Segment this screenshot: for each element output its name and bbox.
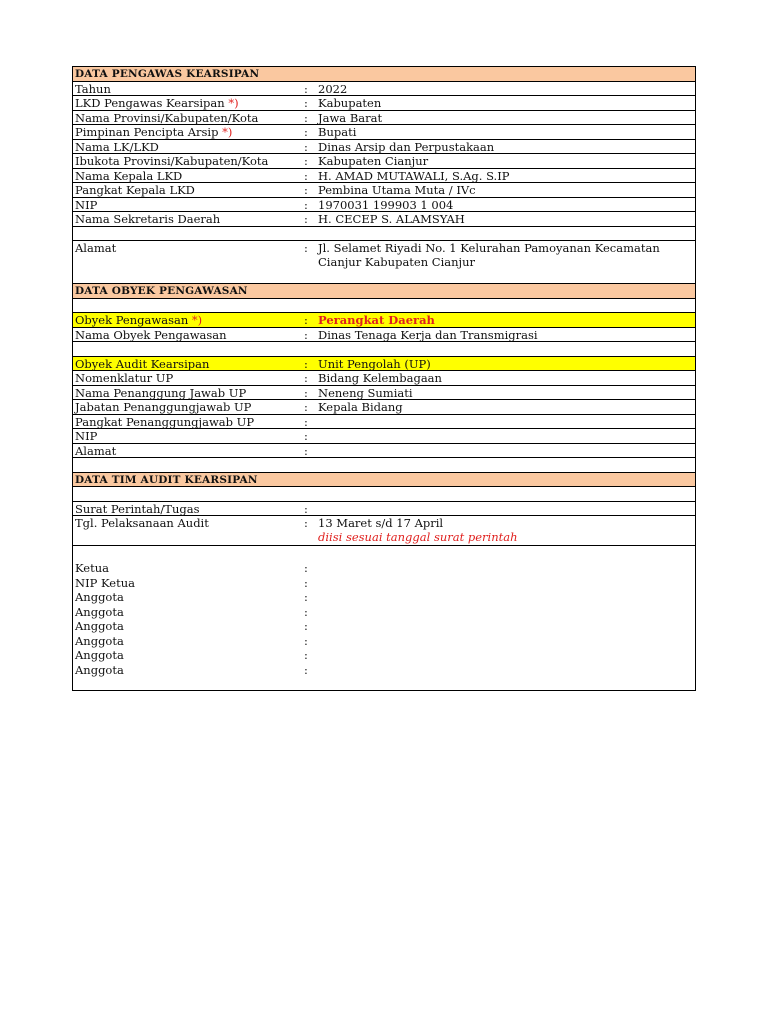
row-sekretaris [73,212,695,227]
row-obyek-audit [73,357,695,372]
row-spacer [73,487,695,502]
row-surat-perintah [73,502,695,517]
label: Pimpinan Pencipta Arsip [75,125,219,139]
value[interactable]: Dinas Tenaga Kerja dan Transmigrasi [318,327,538,342]
row-anggota [73,663,695,678]
row-nip [73,198,695,213]
label: Nama Penanggung Jawab UP [75,385,247,400]
row-spacer [73,458,695,473]
colon: : [304,385,308,400]
label: Nama Provinsi/Kabupaten/Kota [75,110,259,125]
colon: : [304,96,308,110]
section-title: DATA PENGAWAS KEARSIPAN [75,68,260,80]
label: Nama Kepala LKD [75,168,183,183]
colon: : [304,125,308,139]
label: Nama Obyek Pengawasan [75,327,227,342]
label: LKD Pengawas Kearsipan [75,96,225,110]
required-mark: *) [191,313,203,327]
row-nama-provinsi [73,111,695,126]
colon: : [304,371,308,385]
row-spacer [73,227,695,242]
label: Pangkat Kepala LKD [75,183,195,197]
value[interactable]: Bidang Kelembagaan [318,371,442,385]
value[interactable]: 2022 [318,81,348,96]
colon: : [304,501,308,516]
required-mark: *) [228,96,239,110]
row-ibukota [73,154,695,169]
colon: : [304,414,308,429]
value[interactable]: Kabupaten Cianjur [318,154,429,168]
colon: : [304,662,308,677]
row-ketua [73,561,695,576]
section-header-obyek [73,284,695,299]
value[interactable]: Unit Pengolah (UP) [318,356,431,371]
colon: : [304,648,308,662]
value[interactable]: Jawa Barat [318,110,383,125]
row-kepala-lkd [73,169,695,184]
value[interactable]: Jl. Selamet Riyadi No. 1 Kelurahan Pamoyanan Kecamatan Cianjur Kabupaten Cianjur [318,241,660,269]
value[interactable]: 13 Maret s/d 17 April [318,516,444,530]
colon: : [304,154,308,168]
label: Ibukota Provinsi/Kabupaten/Kota [75,154,269,168]
value[interactable]: H. AMAD MUTAWALI, S.Ag. S.IP [318,168,510,183]
colon: : [304,633,308,648]
row-lkd-pengawas [73,96,695,111]
section-header-tim [73,473,695,488]
colon: : [304,212,308,226]
row-anggota [73,648,695,663]
date-hint-note: diisi sesuai tanggal surat perintah [318,530,518,544]
label: Alamat [75,443,117,458]
label: Tgl. Pelaksanaan Audit [75,516,209,530]
colon: : [304,139,308,154]
label: Obyek Pengawasan [75,313,189,327]
colon: : [304,327,308,342]
colon: : [304,604,308,619]
label: Ketua [75,561,109,575]
label: Jabatan Penanggungjawab UP [75,400,252,414]
colon: : [304,590,308,604]
row-tahun [73,82,695,97]
label: Anggota [75,604,124,619]
row-pangkat-up [73,415,695,430]
value[interactable]: 1970031 199903 1 004 [318,197,454,212]
row-alamat [73,241,695,284]
label: Nama Sekretaris Daerah [75,212,221,226]
row-alamat-up [73,444,695,459]
value[interactable]: Perangkat Daerah [318,313,435,327]
section-title: DATA TIM AUDIT KEARSIPAN [75,473,258,486]
colon: : [304,110,308,125]
row-nip-up [73,429,695,444]
row-spacer [73,299,695,314]
label: Anggota [75,648,124,662]
label: Surat Perintah/Tugas [75,501,200,516]
row-anggota [73,634,695,649]
colon: : [304,443,308,458]
colon: : [304,197,308,212]
row-anggota [73,619,695,634]
label: NIP [75,429,98,443]
row-nip-ketua [73,576,695,591]
value[interactable]: Bupati [318,125,357,139]
label: Anggota [75,662,124,677]
colon: : [304,561,308,575]
colon: : [304,516,308,530]
label: Tahun [75,81,111,96]
colon: : [304,356,308,371]
row-anggota [73,590,695,605]
row-penanggung-jawab [73,386,695,401]
row-pangkat-kepala [73,183,695,198]
audit-form-sheet [72,66,696,691]
colon: : [304,168,308,183]
row-obyek-pengawasan [73,313,695,328]
value[interactable]: H. CECEP S. ALAMSYAH [318,212,465,226]
section-header-pengawas [73,67,695,82]
label: NIP [75,197,98,212]
row-nomenklatur [73,371,695,386]
colon: : [304,619,308,633]
colon: : [304,575,308,590]
row-spacer [73,342,695,357]
colon: : [304,400,308,414]
row-pimpinan [73,125,695,140]
required-mark: *) [222,125,233,139]
value[interactable]: Pembina Utama Muta / IVc [318,183,476,197]
value[interactable]: Kepala Bidang [318,400,403,414]
value[interactable]: Kabupaten [318,96,382,110]
label: Anggota [75,619,124,633]
label: Nama LK/LKD [75,139,159,154]
row-nama-lk [73,140,695,155]
label: Alamat [75,241,117,255]
label: Anggota [75,590,124,604]
value[interactable]: Dinas Arsip dan Perpustakaan [318,139,495,154]
colon: : [304,241,308,255]
row-tgl-pelaksanaan [73,516,695,546]
row-nama-obyek [73,328,695,343]
label: Obyek Audit Kearsipan [75,356,210,371]
colon: : [304,429,308,443]
label: Pangkat Penanggungjawab UP [75,414,255,429]
value[interactable]: Neneng Sumiati [318,385,413,400]
row-jabatan [73,400,695,415]
colon: : [304,81,308,96]
label: Nomenklatur UP [75,371,174,385]
section-title: DATA OBYEK PENGAWASAN [75,285,248,297]
colon: : [304,183,308,197]
label: Anggota [75,633,124,648]
label: NIP Ketua [75,575,135,590]
colon: : [304,313,308,327]
row-anggota [73,605,695,620]
